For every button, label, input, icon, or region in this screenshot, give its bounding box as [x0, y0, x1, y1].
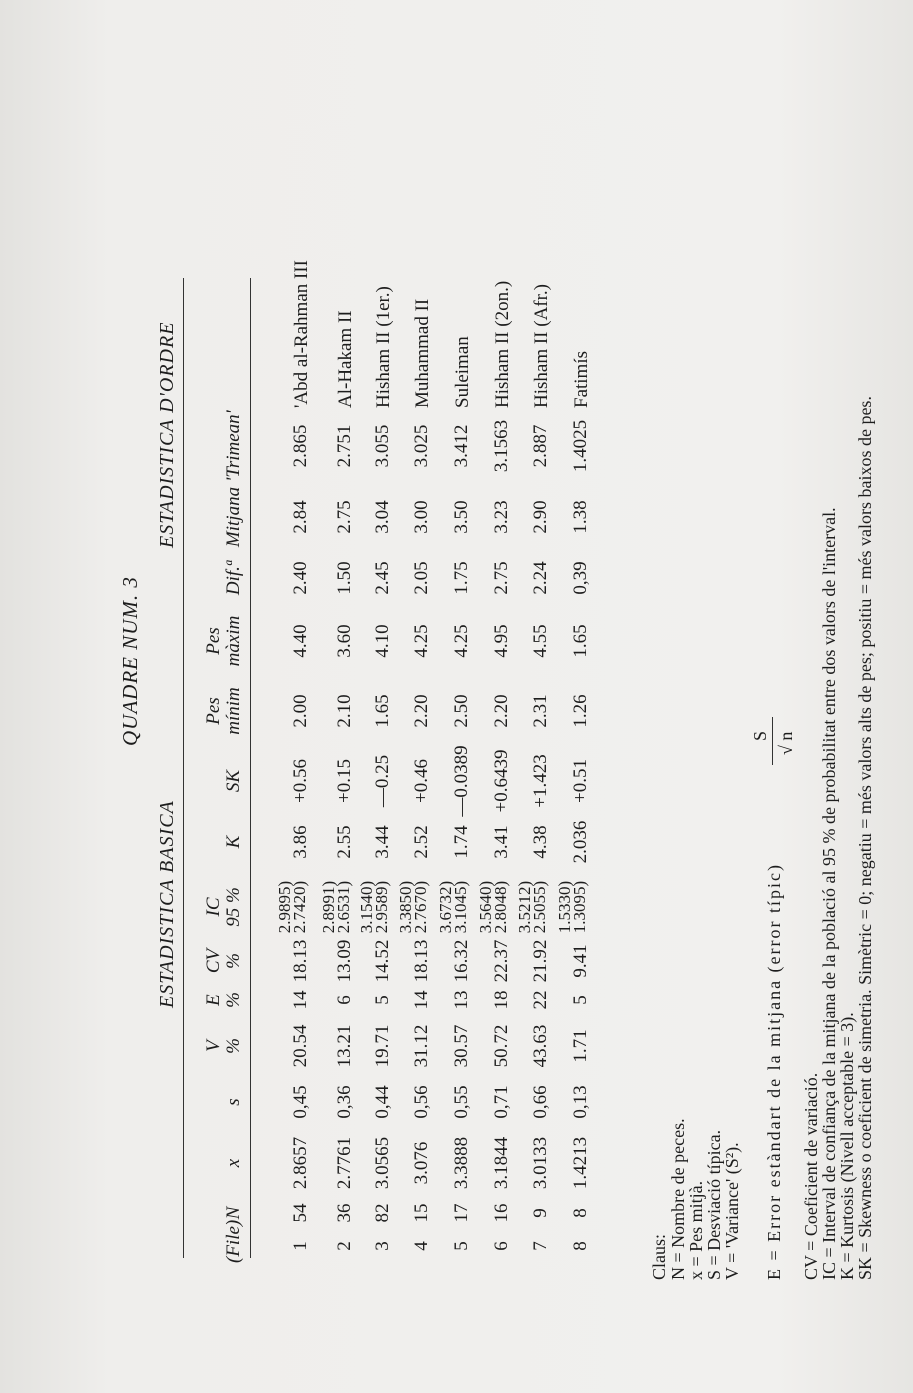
- cell-ruler: Fatimís: [571, 350, 592, 408]
- header-cv-line2: %: [223, 953, 244, 969]
- cell-mitjana: 2.75: [334, 500, 355, 534]
- cell-min: 2.20: [411, 694, 432, 728]
- cell-x: 2.7761: [334, 1136, 355, 1190]
- cell-sk: +0.46: [411, 759, 432, 803]
- key-e: E = Error estàndart de la mitjana (error típic): [764, 862, 784, 1280]
- cell-trimean: 3.025: [411, 424, 432, 468]
- cell-file: 4: [411, 1241, 432, 1251]
- cell-v: 43.63: [530, 1024, 551, 1068]
- cell-n: 54: [290, 1203, 311, 1223]
- formula-bar: [772, 717, 773, 765]
- cell-mitjana: 3.00: [411, 500, 432, 534]
- cell-n: 9: [530, 1208, 551, 1218]
- cell-file: 1: [290, 1241, 311, 1251]
- cell-trimean: 2.887: [530, 424, 551, 468]
- cell-ruler: Hisham II (Afr.): [531, 284, 552, 408]
- cell-e: 5: [570, 995, 591, 1005]
- cell-e: 5: [372, 995, 393, 1005]
- formula-denominator: √ n: [776, 731, 796, 755]
- cell-file: 8: [570, 1241, 591, 1251]
- cell-v: 13.21: [334, 1024, 355, 1068]
- cell-n: 17: [451, 1203, 472, 1223]
- cell-s: 0,45: [290, 1085, 311, 1119]
- header-s: s: [223, 1098, 244, 1106]
- cell-file: 3: [372, 1241, 393, 1251]
- cell-min: 1.26: [570, 694, 591, 728]
- cell-min: 2.50: [451, 694, 472, 728]
- header-dif: Dif.ª: [223, 560, 244, 596]
- cell-e: 22: [530, 990, 551, 1010]
- cell-s: 0,71: [491, 1085, 512, 1119]
- cell-cv: 18.13: [411, 939, 432, 983]
- cell-max: 4.55: [530, 624, 551, 658]
- cell-ruler: Hisham II (1er.): [373, 286, 394, 408]
- header-x: x: [223, 1158, 244, 1168]
- cell-max: 4.95: [491, 624, 512, 658]
- cell-x: 1.4213: [570, 1136, 591, 1190]
- cell-ic-high: 2.9895): [275, 880, 294, 934]
- cell-x: 3.1844: [491, 1136, 512, 1190]
- section-basic-title: ESTADISTICA BASICA: [156, 800, 178, 1008]
- cell-dif: 0,39: [570, 561, 591, 595]
- cell-ic-high: 1.5330): [555, 880, 574, 934]
- cell-ic-low: 1.3095): [570, 880, 589, 934]
- cell-s: 0,36: [334, 1085, 355, 1119]
- header-e-line1: E: [203, 994, 224, 1006]
- cell-mitjana: 2.84: [290, 500, 311, 534]
- cell-trimean: 2.865: [290, 424, 311, 468]
- formula-numerator: S: [750, 730, 770, 741]
- header-sk: SK: [223, 769, 244, 793]
- cell-e: 13: [451, 990, 472, 1010]
- cell-mitjana: 3.50: [451, 500, 472, 534]
- cell-ic-high: 3.1540): [357, 880, 376, 934]
- cell-file: 5: [451, 1241, 472, 1251]
- cell-k: 4.38: [530, 825, 551, 859]
- cell-sk: +0.51: [570, 759, 591, 803]
- cell-trimean: 2.751: [334, 424, 355, 468]
- cell-ic-high: 3.3850): [396, 880, 415, 934]
- cell-cv: 22.37: [491, 939, 512, 983]
- cell-sk: +1.423: [530, 754, 551, 808]
- cell-file: 6: [491, 1241, 512, 1251]
- cell-v: 30.57: [451, 1024, 472, 1068]
- cell-v: 50.72: [491, 1024, 512, 1068]
- cell-ic-high: 3.6732): [436, 880, 455, 934]
- cell-n: 82: [372, 1203, 393, 1223]
- cell-n: 16: [491, 1203, 512, 1223]
- header-pes-max-line2: màxim: [223, 615, 244, 667]
- cell-dif: 2.40: [290, 561, 311, 595]
- cell-file: 2: [334, 1241, 355, 1251]
- cell-e: 14: [411, 990, 432, 1010]
- header-v-line1: V: [203, 1040, 224, 1052]
- cell-k: 3.44: [372, 825, 393, 859]
- header-k: K: [223, 835, 244, 849]
- cell-min: 2.31: [530, 694, 551, 728]
- header-trimean: 'Trimean': [223, 410, 244, 482]
- header-cv-line1: CV: [203, 948, 224, 974]
- header-pes-max-line1: Pes: [203, 627, 224, 655]
- cell-e: 6: [334, 995, 355, 1005]
- cell-x: 2.8657: [290, 1136, 311, 1190]
- cell-cv: 21.92: [530, 939, 551, 983]
- cell-ruler: Hisham II (2on.): [492, 280, 513, 408]
- cell-cv: 13.09: [334, 939, 355, 983]
- cell-v: 19.71: [372, 1024, 393, 1068]
- header-rule: [250, 278, 251, 1258]
- cell-sk: —0.0389: [451, 745, 472, 817]
- cell-s: 0,13: [570, 1085, 591, 1119]
- cell-mitjana: 3.04: [372, 500, 393, 534]
- cell-min: 2.00: [290, 694, 311, 728]
- cell-n: 15: [411, 1203, 432, 1223]
- cell-s: 0,56: [411, 1085, 432, 1119]
- cell-n: 8: [570, 1208, 591, 1218]
- cell-ic-low: 2.8048): [491, 880, 510, 934]
- cell-dif: 2.24: [530, 561, 551, 595]
- cell-mitjana: 1.38: [570, 500, 591, 534]
- key-k: K = Kurtosis (Nivell acceptable = 3).: [837, 1012, 857, 1280]
- header-ic-line1: IC: [203, 897, 224, 917]
- cell-max: 3.60: [334, 624, 355, 658]
- cell-max: 4.25: [411, 624, 432, 658]
- cell-dif: 1.50: [334, 561, 355, 595]
- cell-sk: +0.56: [290, 759, 311, 803]
- cell-max: 4.10: [372, 624, 393, 658]
- cell-v: 20.54: [290, 1024, 311, 1068]
- cell-max: 4.40: [290, 624, 311, 658]
- order-rule: [183, 278, 184, 688]
- cell-ic-low: 2.5055): [530, 880, 549, 934]
- cell-e: 14: [290, 990, 311, 1010]
- key-n: N = Nombre de peces.: [668, 1118, 688, 1280]
- cell-ic-low: 2.9589): [372, 880, 391, 934]
- table-title: QUADRE NUM. 3: [118, 576, 142, 746]
- cell-dif: 2.05: [411, 561, 432, 595]
- cell-mitjana: 2.90: [530, 500, 551, 534]
- cell-k: 3.86: [290, 825, 311, 859]
- cell-trimean: 3.412: [451, 424, 472, 468]
- cell-ic-low: 3.1045): [451, 880, 470, 934]
- cell-sk: +0.15: [334, 759, 355, 803]
- cell-x: 3.0133: [530, 1136, 551, 1190]
- cell-sk: +0.6439: [491, 749, 512, 813]
- header-pes-min-line2: mínim: [223, 687, 244, 735]
- cell-ic-low: 2.6531): [334, 880, 353, 934]
- header-ic-line2: 95 %: [223, 887, 244, 927]
- cell-k: 2.036: [570, 820, 591, 864]
- cell-s: 0,66: [530, 1085, 551, 1119]
- cell-s: 0,44: [372, 1085, 393, 1119]
- cell-sk: —0.25: [372, 754, 393, 808]
- cell-trimean: 1.4025: [570, 419, 591, 473]
- cell-cv: 16.32: [451, 939, 472, 983]
- cell-min: 2.10: [334, 694, 355, 728]
- cell-ruler: Al-Hakam II: [335, 310, 356, 408]
- key-s: S = Desviació típica.: [704, 1129, 724, 1280]
- cell-trimean: 3.055: [372, 424, 393, 468]
- cell-max: 1.65: [570, 624, 591, 658]
- cell-x: 3.3888: [451, 1136, 472, 1190]
- cell-k: 1.74: [451, 825, 472, 859]
- key-ic: IC = Interval de confiança de la mitjana de la població al 95 % de probabilitat entre dos valors de l'interval.: [819, 507, 839, 1280]
- cell-v: 31.12: [411, 1024, 432, 1068]
- cell-ic-low: 2.7670): [411, 880, 430, 934]
- cell-file: 7: [530, 1241, 551, 1251]
- cell-mitjana: 3.23: [491, 500, 512, 534]
- cell-ruler: Muhammad II: [412, 298, 433, 408]
- key-v: V = 'Variance' (S²).: [722, 1142, 742, 1280]
- cell-min: 2.20: [491, 694, 512, 728]
- key-x: x = Pes mitjà.: [686, 1180, 706, 1280]
- cell-dif: 2.75: [491, 561, 512, 595]
- cell-dif: 2.45: [372, 561, 393, 595]
- cell-min: 1.65: [372, 694, 393, 728]
- cell-ic-high: 2.8991): [319, 880, 338, 934]
- cell-x: 3.076: [411, 1141, 432, 1185]
- header-n: N: [223, 1206, 244, 1220]
- cell-ic-high: 3.5640): [476, 880, 495, 934]
- cell-dif: 1.75: [451, 561, 472, 595]
- cell-ic-high: 3.5212): [515, 880, 534, 934]
- cell-ic-low: 2.7420): [290, 880, 309, 934]
- key-sk: SK = Skewness o coeficient de simetria. Simètric = 0; negatiu = més valors alts de pes; positiu = més valors baixos de pes.: [855, 396, 875, 1280]
- cell-ruler: 'Abd al-Rahman III: [291, 260, 312, 408]
- cell-max: 4.25: [451, 624, 472, 658]
- header-mitjana: Mitjana: [223, 486, 244, 548]
- cell-v: 1.71: [570, 1029, 591, 1063]
- cell-k: 3.41: [491, 825, 512, 859]
- cell-x: 3.0565: [372, 1136, 393, 1190]
- cell-s: 0,55: [451, 1085, 472, 1119]
- cell-k: 2.52: [411, 825, 432, 859]
- section-order-title: ESTADISTICA D'ORDRE: [156, 321, 178, 548]
- cell-cv: 14.52: [372, 939, 393, 983]
- header-file: (File): [223, 1219, 244, 1263]
- cell-cv: 9.41: [570, 944, 591, 978]
- cell-cv: 18.13: [290, 939, 311, 983]
- header-e-line2: %: [223, 992, 244, 1008]
- key-cv: CV = Coeficient de variació.: [801, 1072, 821, 1280]
- header-pes-min-line1: Pes: [203, 697, 224, 725]
- cell-ruler: Suleiman: [452, 336, 473, 408]
- cell-n: 36: [334, 1203, 355, 1223]
- key-heading: Claus:: [649, 1233, 669, 1280]
- header-v-line2: %: [223, 1038, 244, 1054]
- cell-k: 2.55: [334, 825, 355, 859]
- cell-e: 18: [491, 990, 512, 1010]
- cell-trimean: 3.1563: [491, 419, 512, 473]
